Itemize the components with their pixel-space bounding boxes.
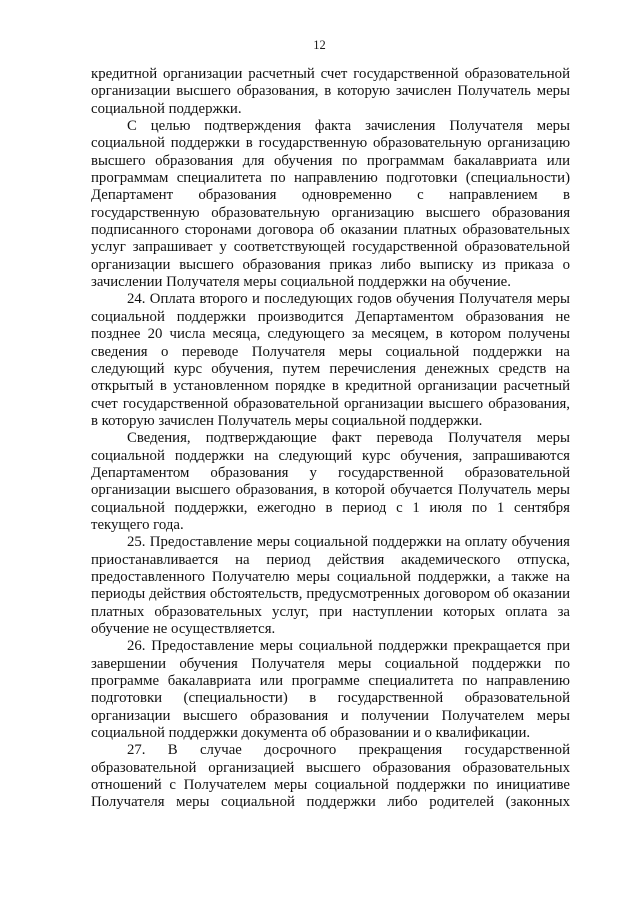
paragraph-transfer-info: Сведения, подтверждающие факт перевода Получателя меры социальной поддержки на следующий курс обучения, запрашиваются Департаментом образования у государственной образовательной организации высшего образования, в которой обучается Получатель меры социальной поддержки, ежегодно в период с 1 июля по 1 сентября текущего года.: [91, 430, 570, 533]
page-number: 12: [313, 38, 326, 52]
paragraph-clause-27: 27. В случае досрочного прекращения государственной образовательной организацией высшего образования образовательных отношений с Получателем меры социальной поддержки по инициативе Получателя меры социальной поддержки либо родителей (законных: [91, 742, 570, 811]
paragraph-clause-26: 26. Предоставление меры социальной поддержки прекращается при завершении обучения Получателя меры социальной поддержки по программе бакалавриата или программе специалитета по направлению подготовки (специальности) в государственной образовательной организации высшего образования и получении Получателем меры социальной поддержки документа об образовании и о квалификации.: [91, 638, 570, 742]
document-body: [91, 66, 570, 812]
paragraph-clause-24: 24. Оплата второго и последующих годов обучения Получателя меры социальной поддержки производится Департаментом образования не позднее 20 числа месяца, следующего за месяцем, в котором получены сведения о переводе Получателя меры социальной поддержки на следующий курс обучения, путем перечисления денежных средств на открытый в установленном порядке в кредитной организации расчетный счет государственной образовательной организации высшего образования, в которую зачислен Получатель меры социальной поддержки.: [91, 291, 570, 429]
paragraph-continuation: кредитной организации расчетный счет государственной образовательной организации высшего образования, в которую зачислен Получатель меры социальной поддержки.: [91, 66, 570, 117]
paragraph-enrollment-confirmation: С целью подтверждения факта зачисления Получателя меры социальной поддержки в государственную образовательную организацию высшего образования для обучения по программам бакалавриата или программам специалитета по направлению подготовки (специальности) Департамент образования одновременно с направлением в государственную образовательную организацию высшего образования подписанного сторонами договора об оказании платных образовательных услуг запрашивает у соответствующей государственной образовательной организации высшего образования приказ либо выписку из приказа о зачислении Получателя меры социальной поддержки на обучение.: [91, 118, 570, 291]
paragraph-clause-25: 25. Предоставление меры социальной поддержки на оплату обучения приостанавливается на период действия академического отпуска, предоставленного Получателю меры социальной поддержки, а также на периоды действия обстоятельств, предусмотренных договором об оказании платных образовательных услуг, при наступлении которых оплата за обучение не осуществляется.: [91, 534, 570, 637]
